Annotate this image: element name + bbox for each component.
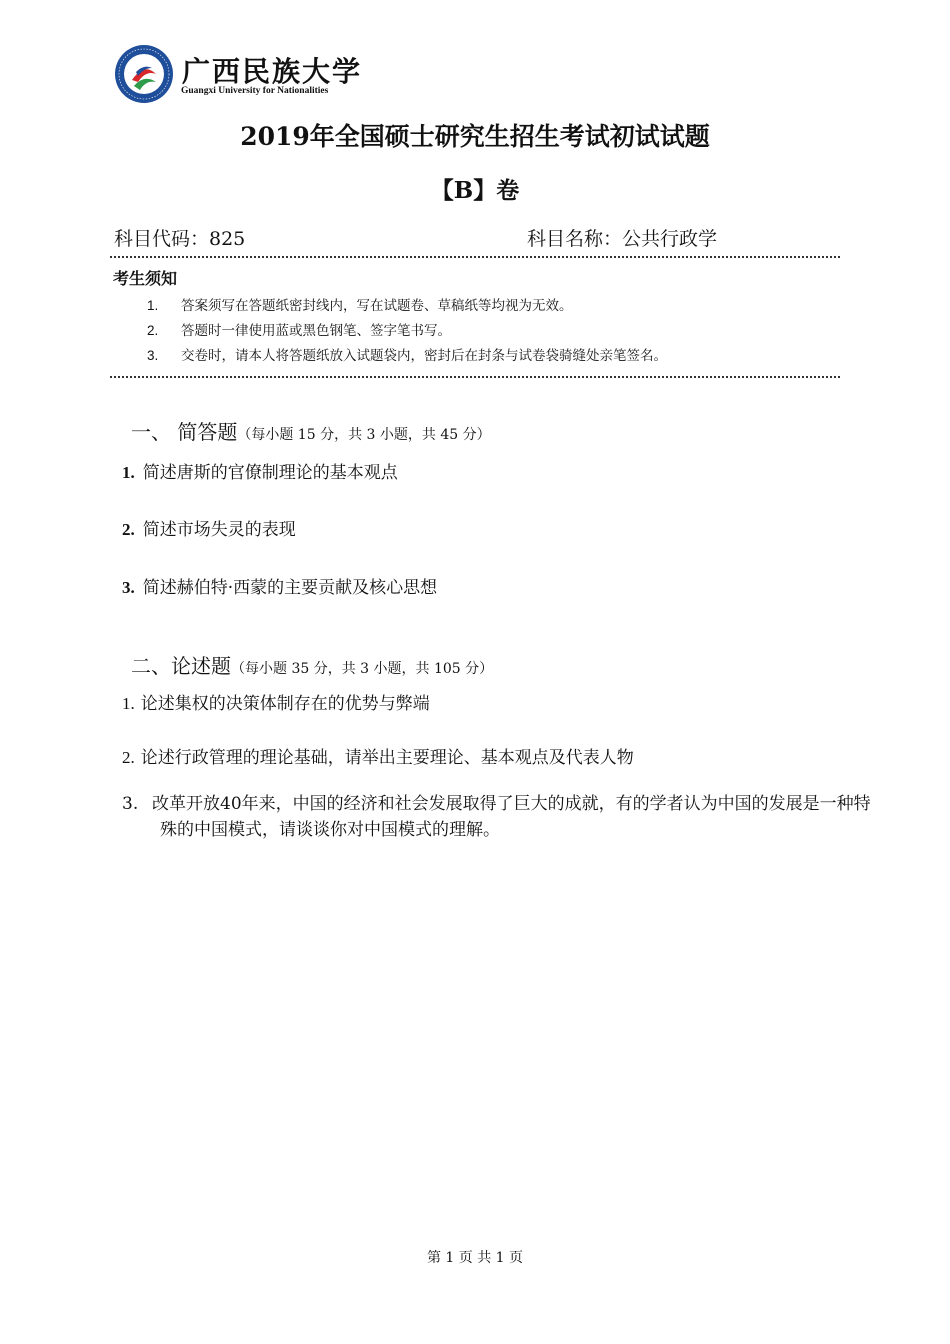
question-number: 2.: [122, 520, 135, 539]
question-text: 简述赫伯特·西蒙的主要贡献及核心思想: [142, 578, 438, 598]
question-text: 论述行政管理的理论基础，请举出主要理论、基本观点及代表人物: [140, 748, 634, 768]
question-text: 改革开放40年来，中国的经济和社会发展取得了巨大的成就，有的学者认为中国的发展是一种特殊的中国模式，请谈谈你对中国模式的理解。: [152, 794, 871, 840]
subject-code: 科目代码：825: [114, 228, 246, 250]
notice-item-number: 1.: [147, 298, 159, 313]
question-number: 3.: [122, 578, 135, 597]
notice-item-text: 交卷时，请本人将答题纸放入试题袋内，密封后在封条与试卷袋骑缝处亲笔签名。: [181, 348, 667, 364]
university-english-name: Guangxi University for Nationalities: [181, 86, 329, 96]
paper-version: 【B】卷: [430, 177, 520, 204]
section-1-title: 一、 简答题: [131, 420, 238, 444]
question-text: 简述唐斯的官僚制理论的基本观点: [142, 463, 398, 483]
question: [122, 515, 296, 540]
divider-bottom: [110, 376, 840, 378]
university-logo: [114, 44, 174, 104]
notice-item-text: 答案须写在答题纸密封线内，写在试题卷、草稿纸等均视为无效。: [181, 298, 573, 314]
section-2-note: （每小题 35 分，共 3 小题，共 105 分）: [231, 661, 494, 677]
page-footer: 第 1 页 共 1 页: [426, 1250, 524, 1266]
question-text: 论述集权的决策体制存在的优势与弊端: [140, 694, 430, 714]
question-number: 1.: [122, 694, 135, 713]
notice-item: [147, 344, 667, 364]
question: [122, 573, 437, 598]
subject-name: 科目名称：公共行政学: [527, 228, 718, 250]
university-name: 广西民族大学: [182, 55, 363, 88]
question: [122, 791, 875, 843]
divider-top: [110, 256, 840, 258]
notice-item-number: 2.: [147, 323, 159, 338]
question-number: 1.: [122, 463, 135, 482]
notice-item: [147, 294, 573, 314]
section-1-heading: [131, 416, 491, 445]
question-number: 3.: [122, 794, 139, 814]
question: [122, 458, 398, 483]
notice-heading: 考生须知: [113, 269, 178, 288]
notice-item-number: 3.: [147, 348, 159, 363]
notice-item-text: 答题时一律使用蓝或黑色钢笔、签字笔书写。: [181, 323, 451, 339]
question: [122, 689, 430, 714]
section-2-heading: [131, 650, 493, 679]
question: [122, 743, 634, 768]
section-1-note: （每小题 15 分，共 3 小题，共 45 分）: [237, 427, 491, 443]
question-text: 简述市场失灵的表现: [142, 520, 296, 540]
exam-title: 2019年全国硕士研究生招生考试初试试题: [240, 122, 710, 151]
section-2-title: 二、论述题: [131, 654, 231, 678]
notice-item: [147, 319, 451, 339]
question-number: 2.: [122, 748, 135, 767]
